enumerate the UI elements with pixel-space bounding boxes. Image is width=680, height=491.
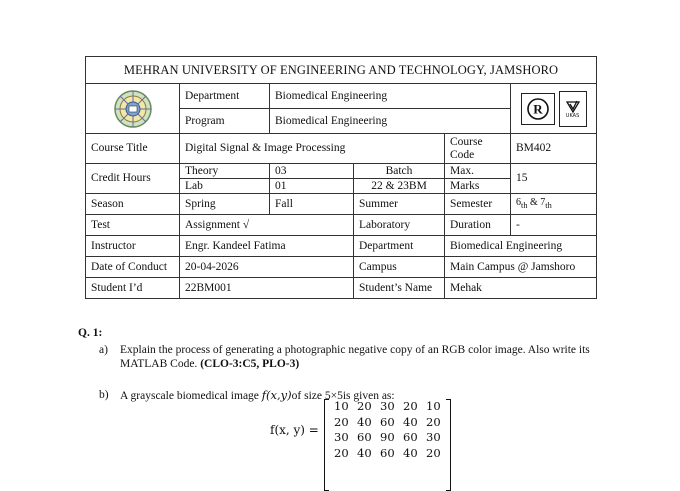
matrix-cell: 10 xyxy=(426,399,441,413)
program-label: Program xyxy=(180,109,270,134)
course-code-label-line2: Code xyxy=(450,148,475,161)
university-logo-icon xyxy=(113,89,153,129)
question-part-a xyxy=(78,343,638,371)
matrix-cell: 20 xyxy=(334,414,349,429)
course-title-value: Digital Signal & Image Processing xyxy=(180,134,445,164)
matrix-cell: 20 xyxy=(426,445,441,460)
part-b-text-2: of size 5×5is given as: xyxy=(291,390,395,402)
theory-value: 03 xyxy=(270,164,354,179)
lab-label: Lab xyxy=(180,179,270,194)
crown-check-icon xyxy=(565,98,581,114)
part-b-label: b) xyxy=(99,389,109,401)
matrix-cell: 60 xyxy=(380,414,395,429)
course-title-label: Course Title xyxy=(86,134,180,164)
course-code-value: BM402 xyxy=(511,134,597,164)
course-code-label-line1: Course xyxy=(450,135,483,148)
instructor-department-label: Department xyxy=(354,236,445,257)
date-of-conduct-value: 20-04-2026 xyxy=(180,257,354,278)
matrix-cell: 20 xyxy=(426,414,441,429)
matrix-row xyxy=(330,399,445,415)
matrix-cell: 20 xyxy=(403,399,418,413)
campus-label: Campus xyxy=(354,257,445,278)
instructor-label: Instructor xyxy=(86,236,180,257)
credit-hours-label: Credit Hours xyxy=(86,164,180,194)
course-code-label xyxy=(445,134,511,164)
season-fall: Fall xyxy=(270,194,354,215)
registered-icon xyxy=(526,97,550,121)
matrix-cell: 30 xyxy=(380,399,395,413)
season-spring: Spring xyxy=(180,194,270,215)
lab-value: 01 xyxy=(270,179,354,194)
certification-logos xyxy=(511,84,597,134)
instructor-value: Engr. Kandeel Fatima xyxy=(180,236,354,257)
matrix-label: f(x, y) = xyxy=(270,423,319,437)
matrix-cell: 60 xyxy=(380,445,395,460)
ukas-cert-badge xyxy=(559,91,587,127)
campus-value: Main Campus @ Jamshoro xyxy=(445,257,597,278)
part-a-text: Explain the process of generating a photographic negative copy of an RGB color image. Also write its MATLAB Code. xyxy=(120,344,590,370)
question-block xyxy=(78,326,638,403)
matrix-body xyxy=(324,399,451,461)
matrix-cell: 40 xyxy=(357,414,372,429)
student-name-value: Mehak xyxy=(445,278,597,299)
semester-value: $6_{th}$ & $7_{th}$ xyxy=(511,194,597,215)
department-label: Department xyxy=(180,84,270,109)
matrix-cell: 60 xyxy=(357,430,372,444)
matrix-cell: 30 xyxy=(426,430,441,444)
image-matrix xyxy=(270,399,451,461)
part-b-text-1: A grayscale biomedical image xyxy=(120,390,262,402)
program-value: Biomedical Engineering xyxy=(270,109,511,134)
part-a-label: a) xyxy=(99,344,108,356)
laboratory-label: Laboratory xyxy=(354,215,445,236)
duration-value: - xyxy=(511,215,597,236)
matrix-cell: 60 xyxy=(403,430,418,444)
student-name-label: Student’s Name xyxy=(354,278,445,299)
student-id-value: 22BM001 xyxy=(180,278,354,299)
season-summer: Summer xyxy=(354,194,445,215)
question-title: Q. 1: xyxy=(78,327,103,339)
batch-value: 22 & 23BM xyxy=(354,179,445,194)
season-label: Season xyxy=(86,194,180,215)
assignment-value: Assignment √ xyxy=(180,215,354,236)
duration-label: Duration xyxy=(445,215,511,236)
instructor-department-value: Biomedical Engineering xyxy=(445,236,597,257)
matrix-cell: 40 xyxy=(403,445,418,460)
test-label: Test xyxy=(86,215,180,236)
max-marks-label-line1: Max. xyxy=(445,164,511,179)
theory-label: Theory xyxy=(180,164,270,179)
student-id-label: Student I’d xyxy=(86,278,180,299)
semester-label: Semester xyxy=(445,194,511,215)
matrix-cell: 10 xyxy=(334,399,349,413)
matrix-cell: 40 xyxy=(403,414,418,429)
date-of-conduct-label: Date of Conduct xyxy=(86,257,180,278)
ukas-label: UKAS xyxy=(565,113,580,119)
matrix-row xyxy=(330,430,445,446)
registered-cert-badge xyxy=(521,93,555,125)
batch-label: Batch xyxy=(354,164,445,179)
svg-text:R: R xyxy=(532,101,543,116)
university-name: MEHRAN UNIVERSITY OF ENGINEERING AND TECHNOLOGY, JAMSHORO xyxy=(86,57,597,84)
matrix-cell: 90 xyxy=(380,430,395,444)
matrix-cell: 20 xyxy=(357,399,372,413)
part-b-function: f(x,y) xyxy=(261,388,292,402)
university-logo-cell xyxy=(86,84,180,134)
matrix-row xyxy=(330,415,445,431)
department-value: Biomedical Engineering xyxy=(270,84,511,109)
max-marks-label-line2: Marks xyxy=(445,179,511,194)
matrix-cell: 30 xyxy=(334,430,349,444)
matrix-cell: 40 xyxy=(357,445,372,460)
exam-header-table xyxy=(85,56,597,299)
matrix-cell: 20 xyxy=(334,445,349,460)
max-marks-value: 15 xyxy=(511,164,597,194)
part-a-clo: (CLO-3:C5, PLO-3) xyxy=(200,358,300,370)
